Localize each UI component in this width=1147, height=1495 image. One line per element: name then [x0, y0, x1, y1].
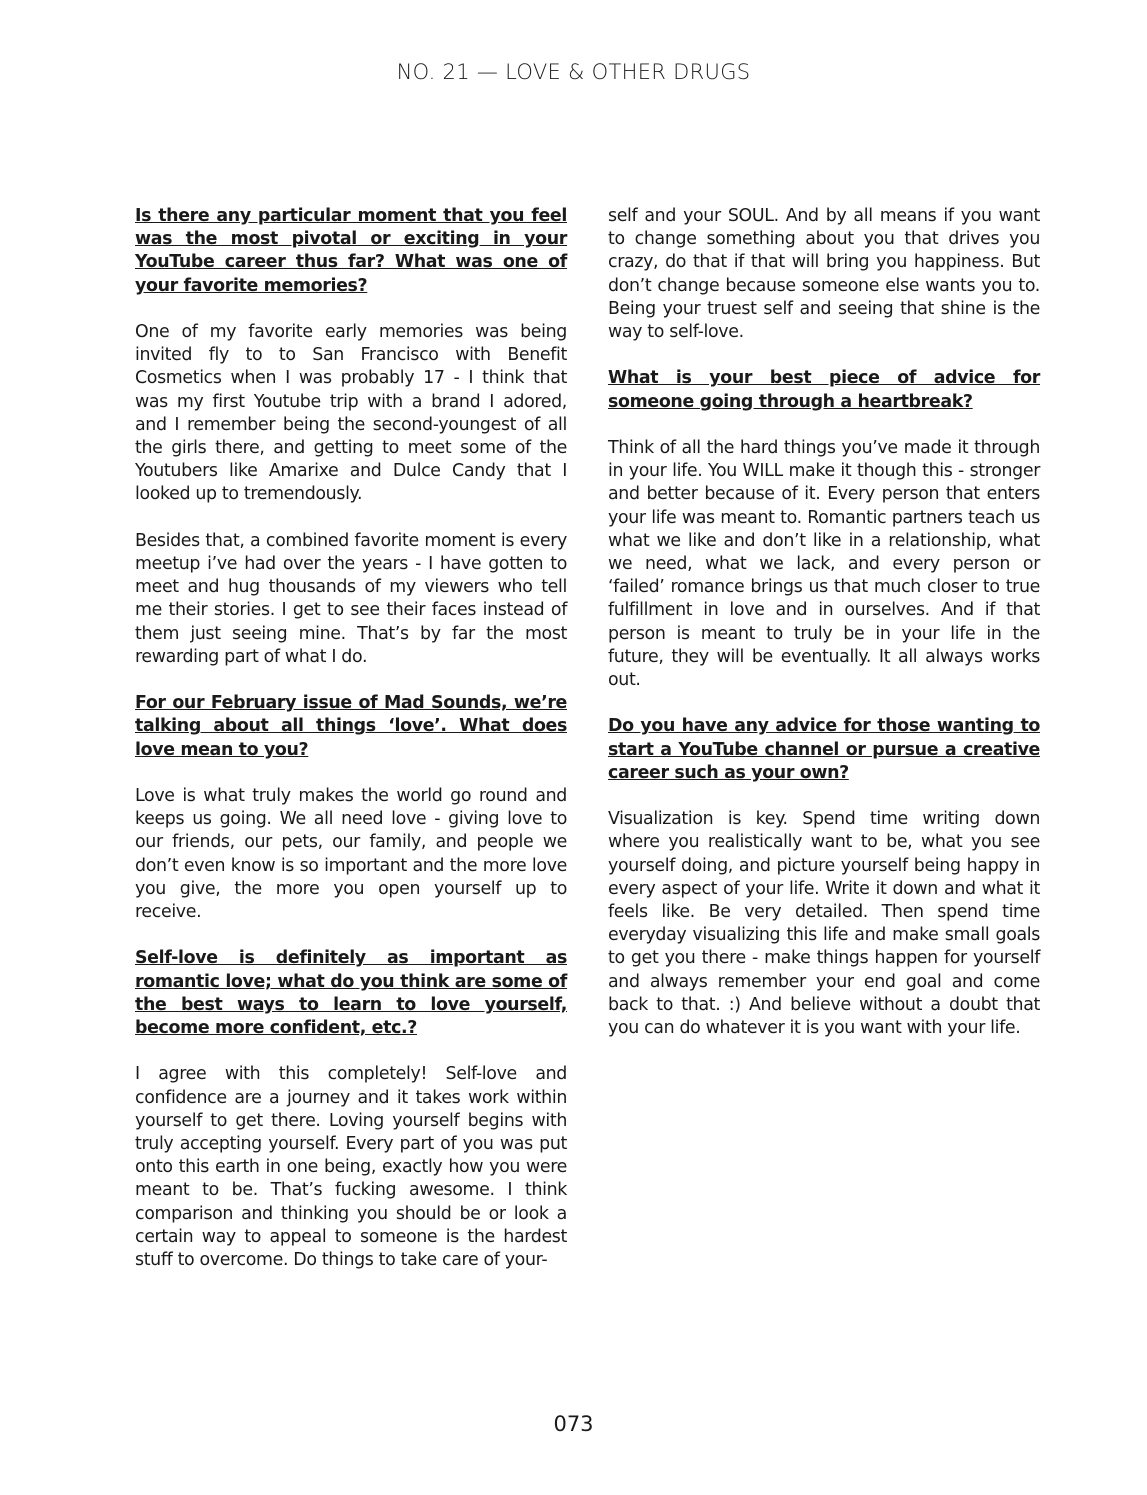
answer-love-meaning: Love is what truly makes the world go round and keeps us going. We all need love - giving love to our friends, our pets, our family, and people we don’t even know is so important and the more love you give, the more you open yourself up to receive. — [135, 786, 567, 923]
left-column — [135, 205, 567, 1295]
answer-heartbreak: Think of all the hard things you’ve made it through in your life. You WILL make it though this - stronger and better because of it. Every person that enters your life was meant to. Romantic partners teach us what we like and don’t like in a relationship, what we need, what we lack, and every person or ‘failed’ romance brings us that much closer to true fulfillment in love and in ourselves. And if that person is meant to truly be in your life in the future, they will be eventually. It all always works out. — [608, 438, 1040, 691]
question-self-love: Self-love is definitely as important as romantic love; what do you think are some of the best ways to learn to love yourself, become more confident, etc.? — [135, 948, 567, 1039]
answer-meetups: Besides that, a combined favorite moment is every meetup i’ve had over the years - I have gotten to meet and hug thousands of my viewers who tell me their stories. I get to see their faces instead of them just seeing mine. That’s by far the most rewarding part of what I do. — [135, 530, 567, 667]
question-love-meaning: For our February issue of Mad Sounds, we’re talking about all things ‘love’. What does love mean to you? — [135, 693, 567, 760]
question-youtube-advice: Do you have any advice for those wanting to start a YouTube channel or pursue a creative career such as your own? — [608, 716, 1040, 783]
answer-self-love-continued: self and your SOUL. And by all means if you want to change something about you that drives you crazy, do that if that will bring you happiness. But don’t change because someone else wants you to. Being your truest self and seeing that shine is the way to self-love. — [608, 206, 1040, 343]
question-heartbreak: What is your best piece of advice for someone going through a heartbreak? — [608, 368, 1040, 412]
page-number: 073 — [553, 1412, 594, 1436]
answer-self-love: I agree with this completely! Self-love and confidence are a journey and it takes work within yourself to get there. Loving yourself begins with truly accepting yourself. Every part of you was put onto this earth in one being, exactly how you were meant to be. That’s fucking awesome. I think comparison and thinking you should be or look a certain way to appeal to someone is the hardest stuff to overcome. Do things to take care of your- — [135, 1064, 567, 1271]
question-pivotal-moment: Is there any particular moment that you feel was the most pivotal or exciting in your YouTube career thus far? What was one of your favorite memories? — [135, 206, 567, 296]
right-column — [608, 205, 1040, 1063]
answer-early-memories: One of my favorite early memories was being invited fly to to San Francisco with Benefit Cosmetics when I was probably 17 - I think that was my first Youtube trip with a brand I adored, and I remember being the second-youngest of all the girls there, and getting to meet some of the Youtubers like Amarixe and Dulce Candy that I looked up to tremendously. — [135, 322, 567, 505]
page-header-title: NO. 21 — LOVE & OTHER DRUGS — [396, 60, 751, 84]
answer-youtube-advice: Visualization is key. Spend time writing down where you realistically want to be, what you see yourself doing, and picture yourself being happy in every aspect of your life. Write it down and what it feels like. Be very detailed. Then spend time everyday visualizing this life and make small goals to get you there - make things happen for yourself and always remember your end goal and come back to that. :) And believe without a doubt that you can do whatever it is you want with your life. — [608, 809, 1040, 1039]
